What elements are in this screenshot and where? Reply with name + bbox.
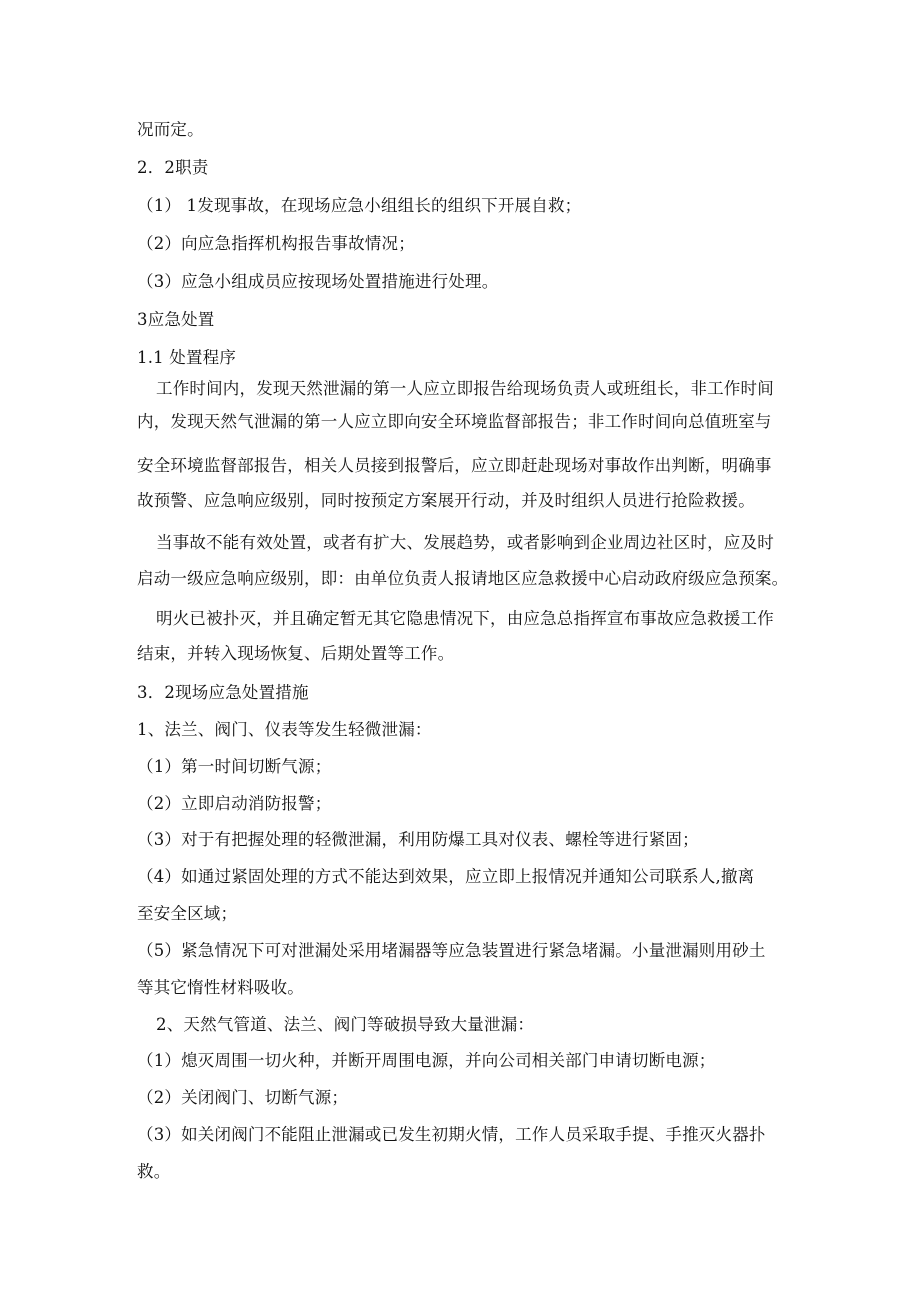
list-item: （4）如通过紧固处理的方式不能达到效果，应立即上报情况并通知公司联系人,撤离 — [137, 867, 755, 886]
list-item: （1） 1发现事故，在现场应急小组组长的组织下开展自救； — [137, 196, 582, 215]
section-heading: 3．2现场应急处置措施 — [137, 683, 309, 702]
list-item: （2）关闭阀门、切断气源； — [137, 1088, 349, 1107]
list-heading: 1、法兰、阀门、仪表等发生轻微泄漏： — [137, 720, 432, 739]
text-line: 况而定。 — [137, 120, 204, 139]
list-item: （3）应急小组成员应按现场处置措施进行处理。 — [137, 272, 499, 291]
list-item: （2）向应急指挥机构报告事故情况； — [137, 234, 415, 253]
list-item-continuation: 救。 — [137, 1162, 171, 1181]
paragraph-line: 启动一级应急响应级别，即：由单位负责人报请地区应急救援中心启动政府级应急预案。 — [137, 569, 789, 588]
list-item: （5）紧急情况下可对泄漏处采用堵漏器等应急装置进行紧急堵漏。小量泄漏则用砂土 — [137, 941, 766, 960]
paragraph-line: 故预警、应急响应级别，同时按预定方案展开行动，并及时组织人员进行抢险救援。 — [137, 491, 755, 510]
paragraph-line: 内，发现天然气泄漏的第一人应立即向安全环境监督部报告；非工作时间向总值班室与 — [137, 412, 772, 431]
paragraph-line: 安全环境监督部报告，相关人员接到报警后，应立即赶赴现场对事故作出判断，明确事 — [137, 456, 772, 475]
list-item: （1）熄灭周围一切火种，并断开周围电源，并向公司相关部门申请切断电源； — [137, 1051, 716, 1070]
list-item: （3）如关闭阀门不能阻止泄漏或已发生初期火情，工作人员采取手提、手推灭火器扑 — [137, 1125, 766, 1144]
section-heading: 3应急处置 — [137, 310, 215, 329]
list-item: （1）第一时间切断气源； — [137, 757, 332, 776]
list-item: （3）对于有把握处理的轻微泄漏，利用防爆工具对仪表、螺栓等进行紧固； — [137, 830, 699, 849]
section-heading: 2．2职责 — [137, 158, 209, 177]
list-item-continuation: 至安全区域； — [137, 904, 238, 923]
paragraph-line: 结束，并转入现场恢复、后期处置等工作。 — [137, 644, 455, 663]
list-heading: 2、天然气管道、法兰、阀门等破损导致大量泄漏： — [156, 1015, 535, 1034]
list-item-continuation: 等其它惰性材料吸收。 — [137, 978, 304, 997]
section-heading: 1.1 处置程序 — [137, 348, 237, 367]
list-item: （2）立即启动消防报警； — [137, 794, 332, 813]
paragraph-line: 当事故不能有效处置，或者有扩大、发展趋势，或者影响到企业周边社区时，应及时 — [156, 533, 774, 552]
paragraph-line: 明火已被扑灭，并且确定暂无其它隐患情况下，由应急总指挥宣布事故应急救援工作 — [156, 609, 774, 628]
paragraph-line: 工作时间内，发现天然泄漏的第一人应立即报告给现场负责人或班组长，非工作时间 — [156, 379, 774, 398]
